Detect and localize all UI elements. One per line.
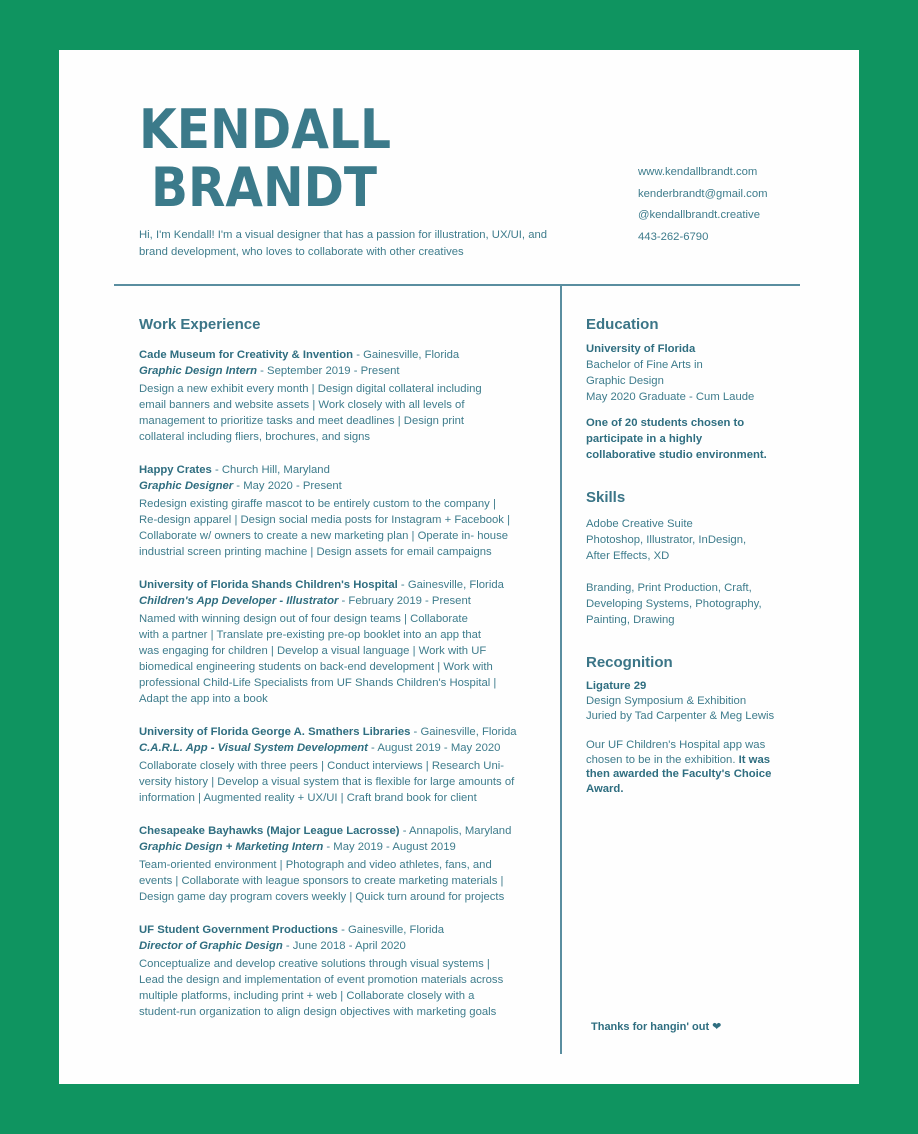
education-highlight-line: One of 20 students chosen to — [586, 417, 745, 429]
job-desc-line: Adapt the app into a book — [139, 693, 268, 705]
job-desc-line: with a partner | Translate pre-existing pre-op booklet into an app that — [139, 629, 482, 641]
skills-line: Photoshop, Illustrator, InDesign, — [586, 534, 747, 546]
job-desc-line: Named with winning design out of four design teams | Collaborate — [139, 613, 468, 625]
job-desc-line: Collaborate w/ owners to create a new marketing plan | Operate in- house — [139, 530, 509, 542]
work-experience-section — [139, 316, 549, 1020]
work-heading: Work Experience — [139, 316, 261, 333]
phone-number: 443-262-6790 — [638, 230, 709, 243]
job-location: - Gainesville, Florida — [410, 726, 517, 738]
education-section — [586, 316, 796, 463]
job-desc-line: Redesign existing giraffe mascot to be entirely custom to the company | — [139, 498, 496, 510]
job-dates: - August 2019 - May 2020 — [367, 742, 501, 754]
job-desc-line: versity history | Develop a visual system that is flexible for large amounts of — [139, 776, 515, 788]
education-line: May 2020 Graduate - Cum Laude — [586, 391, 755, 403]
job-role: Children's App Developer - Illustrator — [139, 595, 339, 607]
recognition-note-line: chosen to be in the exhibition. — [586, 753, 736, 766]
job-entry — [139, 922, 549, 1020]
job-location: - Church Hill, Maryland — [211, 464, 330, 476]
resume-page — [59, 50, 859, 1084]
job-desc-line: Design game day program covers weekly | Quick turn around for projects — [139, 891, 505, 903]
job-entry — [139, 347, 549, 445]
education-highlight-line: participate in a highly — [586, 433, 703, 445]
job-desc-line: Design a new exhibit every month | Design digital collateral including — [139, 383, 482, 395]
job-org: University of Florida George A. Smathers Libraries — [139, 726, 411, 738]
recognition-note-bold: then awarded the Faculty's Choice — [586, 768, 772, 780]
job-role: Graphic Design Intern — [139, 365, 258, 377]
skills-line: Adobe Creative Suite — [586, 518, 693, 530]
horizontal-divider — [114, 284, 800, 286]
education-highlight-line: collaborative studio environment. — [586, 449, 767, 461]
skills-line: Developing Systems, Photography, — [586, 598, 762, 610]
job-entry — [139, 823, 549, 905]
job-desc-line: industrial screen printing machine | Design assets for email campaigns — [139, 546, 492, 558]
job-location: - Annapolis, Maryland — [399, 825, 512, 837]
job-org: UF Student Government Productions — [139, 924, 338, 936]
contact-block — [638, 162, 768, 248]
job-org: University of Florida Shands Children's Hospital — [139, 579, 398, 591]
job-location: - Gainesville, Florida — [397, 579, 504, 591]
recognition-note-line: Our UF Children's Hospital app was — [586, 739, 766, 751]
education-school: University of Florida — [586, 343, 696, 355]
job-desc-line: Collaborate closely with three peers | Conduct interviews | Research Uni- — [139, 760, 505, 772]
job-entry — [139, 462, 549, 560]
job-desc-line: Lead the design and implementation of event promotion materials across — [139, 974, 504, 986]
job-desc-line: student-run organization to align design objectives with marketing goals — [139, 1006, 497, 1018]
skills-line: After Effects, XD — [586, 550, 670, 562]
job-desc-line: management to prioritize tasks and meet deadlines | Design print — [139, 415, 465, 427]
vertical-divider — [560, 286, 562, 1054]
logo-last-name: BRANDT — [151, 156, 378, 216]
skills-line: Painting, Drawing — [586, 614, 675, 626]
job-dates: - May 2019 - August 2019 — [323, 841, 456, 853]
skills-section — [586, 489, 796, 628]
job-role: Director of Graphic Design — [139, 940, 283, 952]
recognition-line: Juried by Tad Carpenter & Meg Lewis — [586, 710, 775, 722]
job-entry — [139, 724, 549, 806]
job-desc-line: was engaging for children | Develop a visual language | Work with UF — [139, 645, 487, 657]
job-desc-line: Conceptualize and develop creative solutions through visual systems | — [139, 958, 490, 970]
recognition-note-bold: It was — [735, 753, 771, 766]
job-dates: - February 2019 - Present — [338, 595, 471, 607]
job-dates: - June 2018 - April 2020 — [282, 940, 406, 952]
job-dates: - September 2019 - Present — [257, 365, 400, 377]
recognition-heading: Recognition — [586, 654, 673, 671]
job-desc-line: Team-oriented environment | Photograph and video athletes, fans, and — [139, 859, 492, 871]
sidebar-column — [586, 316, 796, 796]
education-line: Bachelor of Fine Arts in — [586, 359, 703, 371]
recognition-line: Design Symposium & Exhibition — [586, 695, 747, 707]
job-desc-line: multiple platforms, including print + web | Collaborate closely with a — [139, 990, 475, 1002]
skills-line: Branding, Print Production, Craft, — [586, 582, 752, 594]
job-org: Happy Crates — [139, 464, 212, 476]
job-desc-line: professional Child-Life Specialists from UF Shands Children's Hospital | — [139, 677, 497, 689]
recognition-note-bold: Award. — [586, 782, 624, 795]
job-desc-line: email banners and website assets | Work closely with all levels of — [139, 399, 465, 411]
job-role: C.A.R.L. App - Visual System Development — [139, 742, 368, 754]
recognition-section — [586, 654, 796, 796]
education-line: Graphic Design — [586, 375, 664, 387]
job-role: Graphic Design + Marketing Intern — [139, 841, 324, 853]
job-org: Chesapeake Bayhawks (Major League Lacrosse) — [139, 825, 400, 837]
job-desc-line: information | Augmented reality + UX/UI | Craft brand book for client — [139, 792, 477, 804]
education-heading: Education — [586, 316, 659, 333]
job-entry — [139, 577, 549, 707]
job-desc-line: biomedical engineering students on back-end development | Work with — [139, 661, 493, 673]
job-dates: - May 2020 - Present — [233, 480, 342, 492]
logo-first-name: KENDALL — [139, 98, 391, 161]
intro-text: Hi, I'm Kendall! I'm a visual designer that has a passion for illustration, UX/UI, and brand development, who loves to collaborate with other creatives — [139, 229, 548, 258]
email-link[interactable]: kenderbrandt@gmail.com — [638, 187, 768, 200]
job-desc-line: events | Collaborate with league sponsors to create marketing materials | — [139, 875, 504, 887]
job-desc-line: Re-design apparel | Design social media posts for Instagram + Facebook | — [139, 514, 511, 526]
job-org: Cade Museum for Creativity & Invention — [139, 349, 354, 361]
job-location: - Gainesville, Florida — [337, 924, 445, 936]
job-role: Graphic Designer — [139, 480, 234, 492]
name-logo — [139, 96, 399, 216]
skills-heading: Skills — [586, 489, 626, 506]
thanks-note: Thanks for hangin' out ❤ — [591, 1021, 722, 1033]
social-handle[interactable]: @kendallbrandt.creative — [638, 209, 760, 221]
website-link[interactable]: www.kendallbrandt.com — [638, 166, 758, 178]
job-location: - Gainesville, Florida — [353, 349, 460, 361]
recognition-title: Ligature 29 — [586, 680, 647, 692]
job-desc-line: collateral including fliers, brochures, and signs — [139, 431, 371, 443]
